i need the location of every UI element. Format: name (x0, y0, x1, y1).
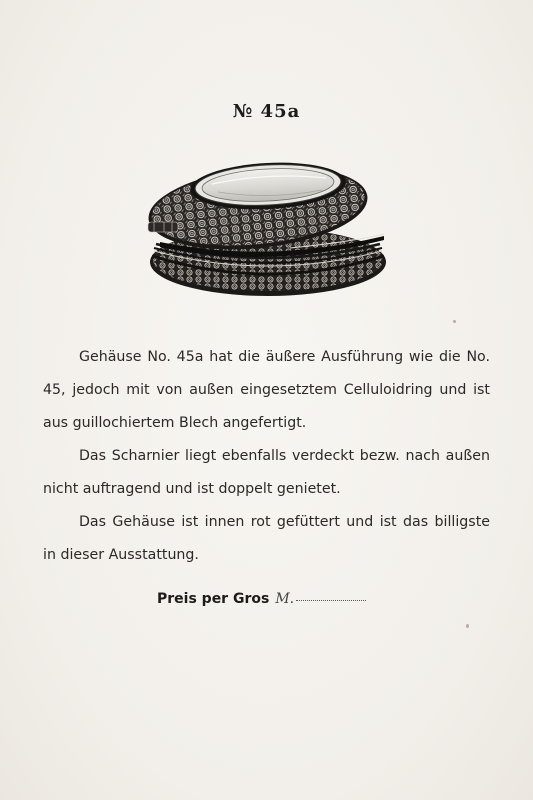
price-label: Preis per Gros (157, 591, 270, 607)
price-line (157, 591, 366, 607)
paper-speck (466, 624, 469, 628)
description-paragraph: Das Gehäuse ist innen rot gefüttert und ist das billigste in dieser Ausstattung. (43, 514, 490, 563)
price-currency: M. (275, 591, 295, 607)
watch-case-illustration (140, 150, 392, 300)
description-paragraph: Das Scharnier liegt ebenfalls verdeckt bezw. nach außen nicht auftragend und ist doppelt genietet. (43, 448, 490, 497)
item-number-heading: № 45a (232, 101, 301, 122)
description-paragraph: Gehäuse No. 45a hat die äußere Ausführung wie die No. 45, jedoch mit von außen eingesetztem Celluloidring und ist aus guillochiertem Blech angefertigt. (43, 349, 490, 431)
price-blank-dotted-line (296, 600, 366, 601)
paper-speck (453, 320, 456, 323)
description-text (43, 341, 490, 572)
